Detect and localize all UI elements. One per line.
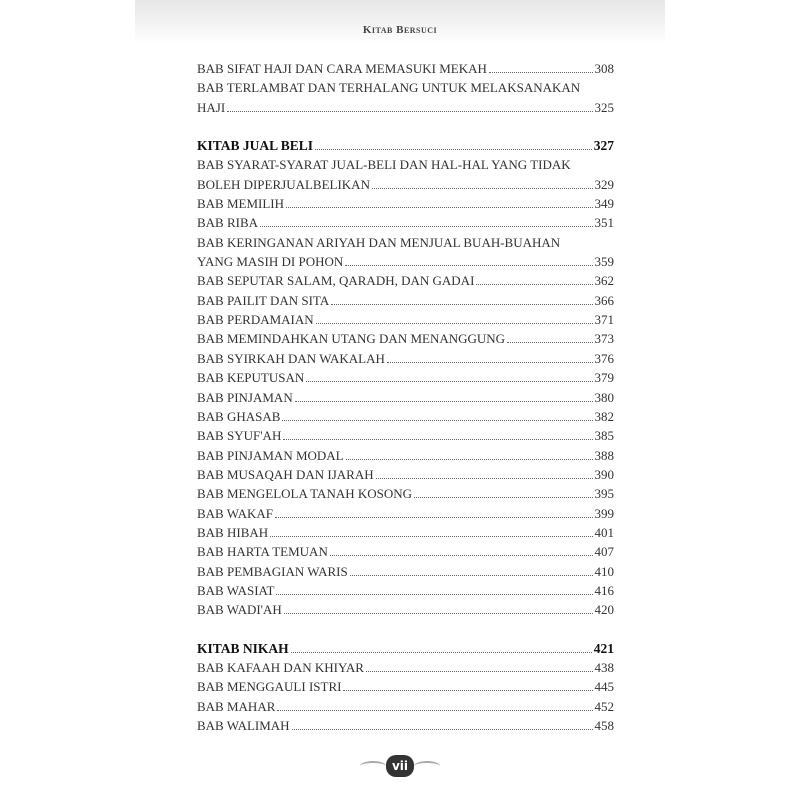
toc-entry bbox=[197, 388, 614, 407]
entry-page: 410 bbox=[594, 563, 614, 579]
entry-page: 416 bbox=[594, 582, 614, 598]
entry-title: BAB PINJAMAN bbox=[197, 389, 293, 405]
toc-entry bbox=[197, 562, 614, 581]
dot-leader bbox=[283, 427, 592, 440]
toc-entry-line bbox=[197, 78, 614, 97]
entry-page: 395 bbox=[594, 486, 614, 502]
toc-entry bbox=[197, 271, 614, 290]
toc-entry bbox=[197, 349, 614, 368]
entry-title: BAB HIBAH bbox=[197, 524, 269, 540]
toc-entry bbox=[197, 504, 614, 523]
entry-title: BAB SYIRKAH DAN WAKALAH bbox=[197, 350, 385, 366]
running-header: Kitab Bersuci bbox=[362, 24, 438, 36]
entry-title: BAB PAILIT DAN SITA bbox=[197, 292, 330, 308]
dot-leader bbox=[366, 659, 593, 672]
toc-entry bbox=[197, 368, 614, 387]
entry-page: 458 bbox=[594, 718, 614, 733]
entry-page: 399 bbox=[594, 505, 614, 521]
page-number-ornament bbox=[360, 753, 440, 779]
dot-leader bbox=[489, 60, 593, 73]
toc-entry-line bbox=[197, 155, 614, 174]
entry-title: KITAB NIKAH bbox=[197, 640, 289, 656]
entry-title: BAB SYUF'AH bbox=[197, 428, 282, 444]
toc-entry bbox=[197, 446, 614, 465]
toc-entry bbox=[197, 581, 614, 600]
toc-entry bbox=[197, 600, 614, 619]
toc-entry bbox=[197, 310, 614, 329]
entry-title: BAB HARTA TEMUAN bbox=[197, 544, 328, 560]
entry-title: BAB KAFAAH DAN KHIYAR bbox=[197, 659, 364, 675]
dot-leader bbox=[316, 311, 593, 324]
entry-title-continued: YANG MASIH DI POHON bbox=[197, 254, 344, 270]
entry-title: BAB SEPUTAR SALAM, QARADH, DAN GADAI bbox=[197, 273, 475, 289]
entry-page: 452 bbox=[594, 698, 614, 714]
dot-leader bbox=[275, 505, 593, 518]
dot-leader bbox=[277, 698, 592, 711]
entry-page: 445 bbox=[594, 679, 614, 695]
toc-entry bbox=[197, 252, 614, 271]
dot-leader bbox=[286, 195, 592, 208]
toc-entry bbox=[197, 291, 614, 310]
toc-entry bbox=[197, 194, 614, 213]
dot-leader bbox=[306, 369, 592, 382]
entry-title: BAB RIBA bbox=[197, 215, 259, 231]
toc-entry-line bbox=[197, 233, 614, 252]
dot-leader bbox=[260, 214, 592, 227]
entry-page: 359 bbox=[594, 254, 614, 270]
entry-title: BAB MENGGAULI ISTRI bbox=[197, 679, 342, 695]
entry-title: BAB MEMINDAHKAN UTANG DAN MENANGGUNG bbox=[197, 331, 506, 347]
toc-entry bbox=[197, 542, 614, 561]
dot-leader bbox=[345, 253, 592, 266]
entry-title: BAB KEPUTUSAN bbox=[197, 370, 305, 386]
toc-entry bbox=[197, 697, 614, 716]
entry-page: 373 bbox=[594, 331, 614, 347]
entry-title: BAB KERINGANAN ARIYAH DAN MENJUAL BUAH-BUAHAN bbox=[197, 234, 561, 250]
dot-leader bbox=[376, 466, 593, 479]
entry-page: 438 bbox=[594, 659, 614, 675]
entry-title: BAB TERLAMBAT DAN TERHALANG UNTUK MELAKSANAKAN bbox=[197, 80, 581, 96]
dot-leader bbox=[372, 176, 593, 189]
entry-page: 325 bbox=[594, 99, 614, 115]
entry-page: 376 bbox=[594, 350, 614, 366]
dot-leader bbox=[292, 717, 593, 730]
entry-title: BAB GHASAB bbox=[197, 408, 281, 424]
entry-title: BAB SYARAT-SYARAT JUAL-BELI DAN HAL-HAL YANG TIDAK bbox=[197, 157, 571, 173]
toc-entry bbox=[197, 213, 614, 232]
toc-entry bbox=[197, 59, 614, 78]
toc-entry bbox=[197, 407, 614, 426]
toc-entry bbox=[197, 426, 614, 445]
toc-chapter bbox=[197, 136, 614, 155]
toc-entry bbox=[197, 658, 614, 677]
dot-leader bbox=[315, 137, 592, 150]
entry-page: 390 bbox=[594, 466, 614, 482]
entry-title: BAB MEMILIH bbox=[197, 196, 285, 212]
entry-title: BAB MAHAR bbox=[197, 698, 276, 714]
toc-chapter bbox=[197, 639, 614, 658]
entry-page: 379 bbox=[594, 370, 614, 386]
entry-page: 407 bbox=[594, 544, 614, 560]
entry-page: 351 bbox=[594, 215, 614, 231]
dot-leader bbox=[270, 524, 592, 537]
entry-page: 380 bbox=[594, 389, 614, 405]
dot-leader bbox=[295, 389, 593, 402]
toc-entry bbox=[197, 484, 614, 503]
entry-page: 349 bbox=[594, 196, 614, 212]
entry-title-continued: HAJI bbox=[197, 99, 226, 115]
toc-entry bbox=[197, 329, 614, 348]
dot-leader bbox=[414, 485, 592, 498]
toc-entry bbox=[197, 98, 614, 117]
entry-page: 327 bbox=[593, 138, 614, 154]
entry-title: BAB PEMBAGIAN WARIS bbox=[197, 563, 348, 579]
entry-title: BAB PINJAMAN MODAL bbox=[197, 447, 344, 463]
entry-page: 382 bbox=[594, 408, 614, 424]
ornament-left bbox=[360, 761, 386, 771]
entry-title: BAB PERDAMAIAN bbox=[197, 312, 314, 328]
dot-leader bbox=[507, 330, 592, 343]
entry-title: BAB WALIMAH bbox=[197, 718, 290, 733]
dot-leader bbox=[350, 563, 593, 576]
header-ornament bbox=[135, 0, 665, 44]
entry-page: 362 bbox=[594, 273, 614, 289]
entry-page: 401 bbox=[594, 524, 614, 540]
dot-leader bbox=[276, 582, 592, 595]
dot-leader bbox=[330, 543, 593, 556]
dot-leader bbox=[282, 408, 592, 421]
entry-page: 371 bbox=[594, 312, 614, 328]
toc-entry bbox=[197, 677, 614, 696]
section-gap bbox=[197, 117, 614, 136]
page-number: vii bbox=[386, 755, 414, 777]
ornament-right bbox=[414, 761, 440, 771]
dot-leader bbox=[284, 601, 593, 614]
dot-leader bbox=[387, 350, 593, 363]
toc-entry bbox=[197, 716, 614, 735]
entry-page: 329 bbox=[594, 176, 614, 192]
entry-title: BAB WAKAF bbox=[197, 505, 273, 521]
entry-page: 308 bbox=[594, 61, 614, 76]
entry-title: BAB WADI'AH bbox=[197, 602, 282, 618]
dot-leader bbox=[476, 272, 592, 285]
dot-leader bbox=[343, 678, 592, 691]
entry-page: 421 bbox=[593, 640, 614, 656]
toc-entry bbox=[197, 465, 614, 484]
entry-title: KITAB JUAL BELI bbox=[197, 138, 314, 154]
dot-leader bbox=[331, 292, 592, 305]
entry-page: 385 bbox=[594, 428, 614, 444]
entry-page: 388 bbox=[594, 447, 614, 463]
entry-page: 366 bbox=[594, 292, 614, 308]
table-of-contents bbox=[197, 59, 614, 735]
section-gap bbox=[197, 620, 614, 639]
entry-title: BAB MUSAQAH DAN IJARAH bbox=[197, 466, 374, 482]
entry-title: BAB MENGELOLA TANAH KOSONG bbox=[197, 486, 413, 502]
entry-page: 420 bbox=[594, 602, 614, 618]
entry-title: BAB SIFAT HAJI DAN CARA MEMASUKI MEKAH bbox=[197, 61, 487, 76]
toc-entry bbox=[197, 523, 614, 542]
entry-title-continued: BOLEH DIPERJUALBELIKAN bbox=[197, 176, 370, 192]
dot-leader bbox=[346, 447, 593, 460]
dot-leader bbox=[291, 640, 592, 653]
entry-title: BAB WASIAT bbox=[197, 582, 275, 598]
toc-entry bbox=[197, 175, 614, 194]
dot-leader bbox=[227, 99, 592, 112]
